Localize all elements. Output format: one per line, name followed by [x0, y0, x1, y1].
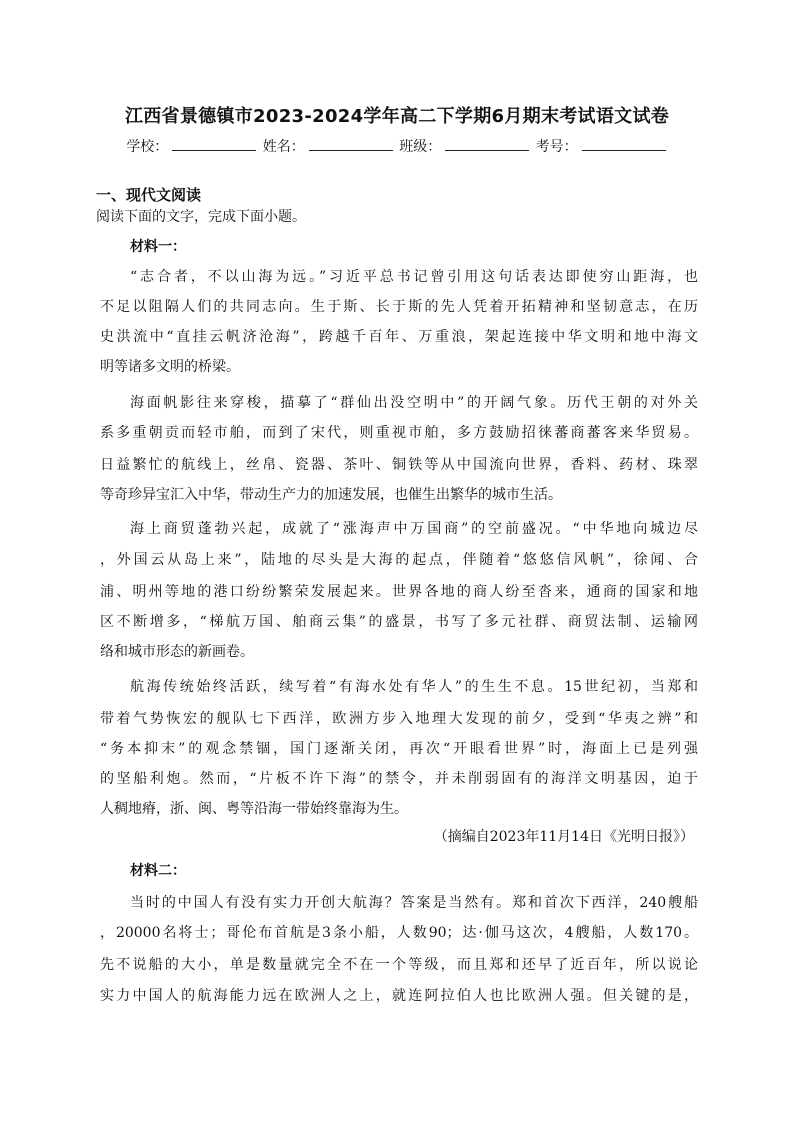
- text-line: 系多重朝贡而轻市舶，而到了宋代，则重视市舶，多方鼓励招徕蕃商蕃客来华贸易。: [100, 425, 698, 441]
- class-blank[interactable]: [445, 138, 529, 151]
- text-line: 等奇珍异宝汇入中华，带动生产力的加速发展，也催生出繁华的城市生活。: [100, 487, 562, 503]
- text-line: 海上商贸蓬勃兴起，成就了“涨海声中万国商”的空前盛况。“中华地向城边尽: [130, 521, 698, 537]
- text-line: 先不说船的大小，单是数量就完全不在一个等级，而且郑和还早了近百年，所以说论: [100, 957, 698, 973]
- number-label: 考号：: [535, 139, 578, 155]
- text-line: 不足以阻隔人们的共同志向。生于斯、长于斯的先人凭着开拓精神和坚韧意志，在历: [100, 299, 698, 315]
- text-line: 区不断增多，“梯航万国、舶商云集”的盛景，书写了多元社群、商贸法制、运输网: [100, 614, 698, 630]
- name-blank[interactable]: [309, 138, 393, 151]
- text-line: 日益繁忙的航线上，丝帛、瓷器、茶叶、铜铁等从中国流向世界，香料、药材、珠翠: [100, 457, 698, 473]
- material1-label: 材料一：: [130, 239, 186, 255]
- name-label: 姓名：: [262, 139, 305, 155]
- text-line: 的坚船利炮。然而，“片板不许下海”的禁令，并未削弱固有的海洋文明基因，迫于: [100, 771, 698, 787]
- student-info-row: [0, 136, 794, 156]
- material2-label: 材料二：: [130, 863, 186, 879]
- instruction-text: 阅读下面的文字，完成下面小题。: [96, 209, 306, 225]
- text-line: 络和城市形态的新画卷。: [100, 644, 254, 660]
- text-line: 人稠地瘠，浙、闽、粤等沿海一带始终靠海为生。: [100, 801, 408, 817]
- number-blank[interactable]: [582, 138, 666, 151]
- text-line: 明等诸多文明的桥梁。: [100, 359, 240, 375]
- text-line: “志合者，不以山海为远。”习近平总书记曾引用这句话表达即使穷山距海，也: [130, 269, 698, 285]
- class-label: 班级：: [399, 139, 442, 155]
- text-line: 史洪流中“直挂云帆济沧海”，跨越千百年、万重浪，架起连接中华文明和地中海文: [100, 329, 698, 345]
- text-line: 当时的中国人有没有实力开创大航海？答案是当然有。郑和首次下西洋，240艘船: [130, 895, 698, 911]
- page-title: 江西省景德镇市2023-2024学年高二下学期6月期末考试语文试卷: [124, 106, 670, 127]
- school-label: 学校：: [126, 139, 169, 155]
- school-blank[interactable]: [172, 138, 256, 151]
- source-citation: （摘编自2023年11月14日《光明日报》）: [433, 829, 694, 845]
- text-line: “务本抑末”的观念禁锢，国门逐渐关闭，再次“开眼看世界”时，海面上已是列强: [100, 741, 698, 757]
- text-line: 浦、明州等地的港口纷纷繁荣发展起来。世界各地的商人纷至沓来，通商的国家和地: [100, 584, 698, 600]
- text-line: 实力中国人的航海能力远在欧洲人之上，就连阿拉伯人也比欧洲人强。但关键的是，: [100, 988, 698, 1004]
- text-line: 带着气势恢宏的舰队七下西洋，欧洲方步入地理大发现的前夕，受到“华夷之辨”和: [100, 711, 698, 727]
- text-line: ，外国云从岛上来”，陆地的尽头是大海的起点，伴随着“悠悠信风帆”，徐闻、合: [100, 552, 698, 568]
- text-line: 海面帆影往来穿梭，描摹了“群仙出没空明中”的开阔气象。历代王朝的对外关: [130, 395, 698, 411]
- text-line: 航海传统始终活跃，续写着“有海水处有华人”的生生不息。15世纪初，当郑和: [130, 679, 698, 695]
- text-line: ，20000名将士；哥伦布首航是3条小船，人数90；达·伽马这次，4艘船，人数170。: [100, 925, 698, 941]
- section-heading: 一、现代文阅读: [96, 186, 202, 204]
